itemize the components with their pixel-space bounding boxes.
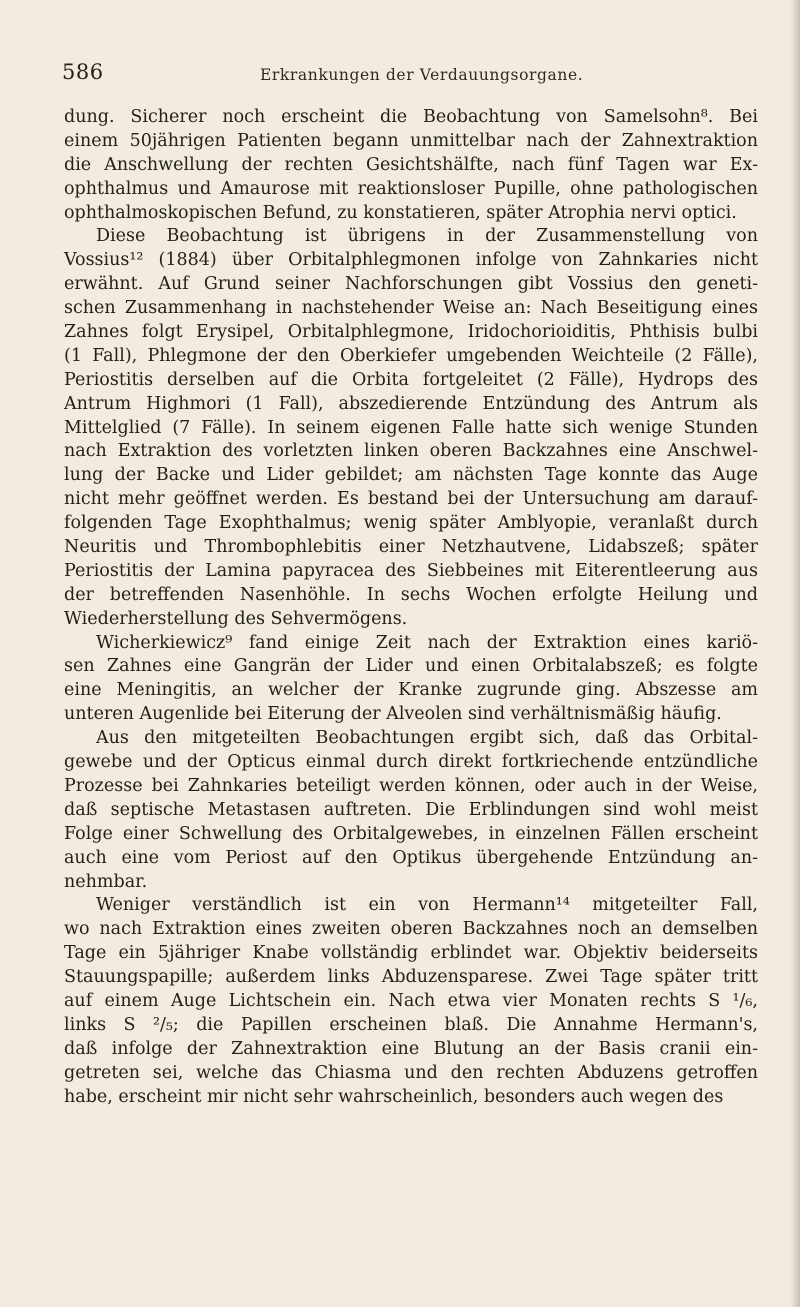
text-line: nach Extraktion des vorletzten linken oberen Backzahnes eine Anschwel- [64, 441, 758, 462]
text-line: Tage ein 5jähriger Knabe vollständig erblindet war. Objektiv beiderseits [64, 943, 758, 964]
text-line: getreten sei, welche das Chiasma und den rechten Abduzens getroffen [64, 1062, 758, 1083]
text-line: links S ²/₅; die Papillen erscheinen blaß. Die Annahme Hermann's, [64, 1014, 758, 1035]
text-line: (1 Fall), Phlegmone der den Oberkiefer umgebenden Weichteile (2 Fälle), [64, 345, 758, 366]
text-line: daß septische Metastasen auftreten. Die Erblindungen sind wohl meist [64, 799, 758, 820]
page-number: 586 [62, 60, 104, 84]
text-line: Wiederherstellung des Sehvermögens. [64, 608, 408, 629]
text-line: Zahnes folgt Erysipel, Orbitalphlegmone, Iridochorioiditis, Phthisis bulbi [64, 322, 758, 343]
running-title: Erkrankungen der Verdauungsorgane. [260, 66, 584, 84]
text-line: gewebe und der Opticus einmal durch direkt fortkriechende entzündliche [64, 752, 758, 773]
text-line: die Anschwellung der rechten Gesichtshälfte, nach fünf Tagen war Ex- [64, 154, 758, 175]
text-line: Vossius¹² (1884) über Orbitalphlegmonen infolge von Zahnkaries nicht [64, 250, 758, 271]
text-line: eine Meningitis, an welcher der Kranke zugrunde ging. Abszesse am [64, 680, 758, 701]
text-line: auf einem Auge Lichtschein ein. Nach etwa vier Monaten rechts S ¹/₆, [64, 990, 758, 1011]
text-line: auch eine vom Periost auf den Optikus übergehende Entzündung an- [64, 847, 758, 868]
running-head [62, 60, 762, 90]
text-line: nicht mehr geöffnet werden. Es bestand bei der Untersuchung am darauf- [64, 489, 758, 510]
text-line: Wicherkiewicz⁹ fand einige Zeit nach der Extraktion eines kariö- [96, 632, 758, 653]
text-line: Periostitis derselben auf die Orbita fortgeleitet (2 Fälle), Hydrops des [64, 369, 758, 390]
text-line: einem 50jährigen Patienten begann unmittelbar nach der Zahnextraktion [64, 130, 758, 151]
text-line: sen Zahnes eine Gangrän der Lider und einen Orbitalabszeß; es folgte [64, 656, 758, 677]
text-line: schen Zusammenhang in nachstehender Weise an: Nach Beseitigung eines [64, 298, 758, 319]
text-line: ophthalmus und Amaurose mit reaktionsloser Pupille, ohne pathologischen [64, 178, 758, 199]
body-text [64, 106, 758, 1109]
text-line: ophthalmoskopischen Befund, zu konstatieren, später Atrophia nervi optici. [64, 202, 737, 223]
text-line: habe, erscheint mir nicht sehr wahrscheinlich, besonders auch wegen des [64, 1086, 724, 1107]
text-line: Diese Beobachtung ist übrigens in der Zusammenstellung von [96, 226, 758, 247]
text-line: Neuritis und Thrombophlebitis einer Netzhautvene, Lidabszeß; später [64, 537, 758, 558]
text-line: Weniger verständlich ist ein von Hermann¹⁴ mitgeteilter Fall, [96, 895, 758, 916]
text-line: folgenden Tage Exophthalmus; wenig später Amblyopie, veranlaßt durch [64, 513, 758, 534]
text-line: wo nach Extraktion eines zweiten oberen Backzahnes noch an demselben [64, 919, 758, 940]
text-line: Prozesse bei Zahnkaries beteiligt werden können, oder auch in der Weise, [64, 775, 758, 796]
text-line: lung der Backe und Lider gebildet; am nächsten Tage konnte das Auge [64, 465, 758, 486]
page-edge-shadow [790, 0, 800, 1307]
text-line: Aus den mitgeteilten Beobachtungen ergibt sich, daß das Orbital- [96, 728, 758, 749]
text-line: erwähnt. Auf Grund seiner Nachforschungen gibt Vossius den geneti- [64, 274, 758, 295]
text-line: Folge einer Schwellung des Orbitalgewebes, in einzelnen Fällen erscheint [64, 823, 758, 844]
text-line: Antrum Highmori (1 Fall), abszedierende Entzündung des Antrum als [64, 393, 758, 414]
text-line: der betreffenden Nasenhöhle. In sechs Wochen erfolgte Heilung und [64, 584, 758, 605]
text-line: Periostitis der Lamina papyracea des Siebbeines mit Eiterentleerung aus [64, 560, 758, 581]
text-line: Mittelglied (7 Fälle). In seinem eigenen Falle hatte sich wenige Stunden [64, 417, 758, 438]
text-line: dung. Sicherer noch erscheint die Beobachtung von Samelsohn⁸. Bei [64, 107, 758, 127]
text-line: unteren Augenlide bei Eiterung der Alveolen sind verhältnismäßig häufig. [64, 704, 722, 725]
text-line: daß infolge der Zahnextraktion eine Blutung an der Basis cranii ein- [64, 1038, 758, 1059]
text-line: nehmbar. [64, 871, 148, 892]
text-line: Stauungspapille; außerdem links Abduzensparese. Zwei Tage später tritt [64, 967, 758, 988]
